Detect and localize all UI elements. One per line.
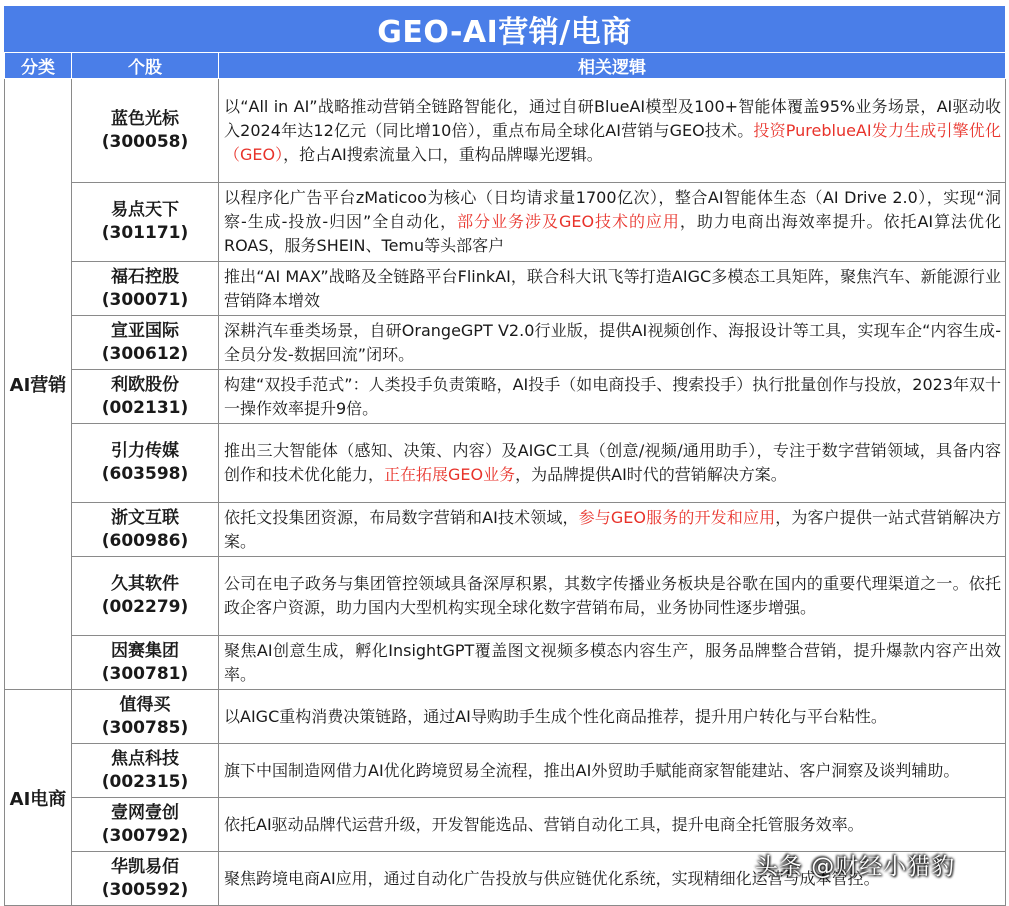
logic-text: ，助力电商出海效率提升。依托AI算法优化ROAS，服务SHEIN、Temu等头部客户 — [224, 212, 1001, 255]
stock-code: (002279) — [101, 597, 189, 617]
table-row — [5, 798, 1006, 852]
table-row — [5, 316, 1006, 370]
stock-code: (300592) — [101, 879, 189, 900]
logic-cell — [219, 798, 1006, 852]
stock-code: (300781) — [101, 663, 189, 684]
stock-cell — [72, 424, 219, 503]
logic-text: 推出三大智能体（感知、决策、内容）及AIGC工具（创意/视频/通用助手），专注于数字营销领域，具备内容创作和技术优化能力， — [224, 441, 1001, 484]
stock-code: (300612) — [101, 343, 189, 364]
header-logic: 相关逻辑 — [219, 53, 1006, 79]
stock-code: (300785) — [101, 717, 189, 738]
logic-cell — [219, 744, 1006, 798]
logic-text: 以“All in AI”战略推动营销全链路智能化，通过自研BlueAI模型及100+智能体覆盖95%业务场景，AI驱动收入2024年达12亿元（同比增10倍），重点布局全球化AI营销与GEO技术。 — [224, 96, 1001, 140]
stock-name: 浙文互联 — [111, 507, 179, 528]
logic-cell — [219, 690, 1006, 744]
header-row — [5, 53, 1006, 79]
logic-cell — [219, 557, 1006, 636]
table-row — [5, 557, 1006, 636]
table-row — [5, 744, 1006, 798]
logic-highlight: 投资PureblueAI发力生成引擎优化（GEO） — [224, 120, 1001, 164]
logic-text: ，为客户提供一站式营销解决方案。 — [224, 507, 1001, 551]
stock-name: 利欧股份 — [111, 374, 179, 395]
stock-cell — [72, 79, 219, 183]
table-row — [5, 690, 1006, 744]
stock-cell — [72, 744, 219, 798]
logic-highlight: 部分业务涉及GEO技术的应用 — [457, 212, 680, 231]
stock-code: (300058) — [101, 131, 189, 152]
stock-cell — [72, 852, 219, 906]
logic-text: 依托文投集团资源，布局数字营销和AI技术领域， — [224, 507, 579, 527]
logic-cell — [219, 316, 1006, 370]
logic-text: 旗下中国制造网借力AI优化跨境贸易全流程，推出AI外贸助手赋能商家智能建站、客户洞察及谈判辅助。 — [224, 760, 960, 780]
stock-cell — [72, 183, 219, 262]
header-stock: 个股 — [72, 53, 219, 79]
stock-name: 久其软件 — [111, 574, 179, 594]
stock-name: 易点天下 — [111, 200, 179, 220]
logic-text: ，为品牌提供AI时代的营销解决方案。 — [515, 465, 787, 484]
category-cell-ecommerce: AI电商 — [5, 690, 72, 906]
logic-text: 聚焦跨境电商AI应用，通过自动化广告投放与供应链优化系统，实现精细化运营与成本管控。 — [224, 868, 880, 888]
stock-table — [4, 52, 1006, 906]
logic-text: 以AIGC重构消费决策链路，通过AI导购助手生成个性化商品推荐，提升用户转化与平台粘性。 — [224, 706, 887, 726]
table-row — [5, 503, 1006, 557]
logic-text: 构建“双投手范式”：人类投手负责策略，AI投手（如电商投手、搜索投手）执行批量创作与投放，2023年双十一操作效率提升9倍。 — [224, 374, 1001, 418]
table-row — [5, 79, 1006, 183]
logic-cell — [219, 183, 1006, 262]
table-row — [5, 636, 1006, 690]
stock-cell — [72, 690, 219, 744]
stock-name: 蓝色光标 — [111, 108, 179, 129]
logic-text: 公司在电子政务与集团管控领域具备深厚积累，其数字传播业务板块是谷歌在国内的重要代理渠道之一。依托政企客户资源，助力国内大型机构实现全球化数字营销布局，业务协同性逐步增强。 — [224, 574, 1001, 617]
watermark: 头条 @财经小猎豹 — [755, 854, 956, 880]
stock-cell — [72, 316, 219, 370]
logic-highlight: 正在拓展GEO业务 — [384, 465, 516, 484]
stock-name: 壹网壹创 — [111, 802, 179, 823]
table-row — [5, 370, 1006, 424]
stock-cell — [72, 798, 219, 852]
logic-cell — [219, 370, 1006, 424]
logic-cell — [219, 424, 1006, 503]
stock-cell — [72, 370, 219, 424]
stock-code: (301171) — [101, 223, 189, 243]
table-row — [5, 424, 1006, 503]
table-title: GEO-AI营销/电商 — [4, 6, 1005, 52]
logic-cell — [219, 79, 1006, 183]
stock-name: 福石控股 — [111, 266, 179, 287]
stock-cell — [72, 557, 219, 636]
stock-code: (603598) — [101, 464, 189, 484]
logic-cell — [219, 636, 1006, 690]
logic-highlight: 参与GEO服务的开发和应用 — [578, 507, 776, 527]
stock-name: 值得买 — [119, 694, 171, 715]
logic-text: 以程序化广告平台zMaticoo为核心（日均请求量1700亿次），整合AI智能体生态（AI Drive 2.0），实现“洞察-生成-投放-归因”全自动化， — [224, 188, 1001, 231]
stock-code: (002315) — [101, 771, 189, 792]
stock-cell — [72, 636, 219, 690]
logic-text: 依托AI驱动品牌代运营升级，开发智能选品、营销自动化工具，提升电商全托管服务效率。 — [224, 814, 864, 834]
stock-cell — [72, 262, 219, 316]
logic-text: 推出“AI MAX”战略及全链路平台FlinkAI，联合科大讯飞等打造AIGC多模态工具矩阵，聚焦汽车、新能源行业营销降本增效 — [224, 266, 1001, 310]
logic-cell — [219, 503, 1006, 557]
stock-cell — [72, 503, 219, 557]
category-cell-marketing: AI营销 — [5, 79, 72, 690]
logic-text: 深耕汽车垂类场景，自研OrangeGPT V2.0行业版，提供AI视频创作、海报设计等工具，实现车企“内容生成-全员分发-数据回流”闭环。 — [224, 320, 1001, 364]
stock-code: (002131) — [101, 397, 189, 418]
logic-text: 聚焦AI创意生成，孵化InsightGPT覆盖图文视频多模态内容生产，服务品牌整合营销，提升爆款内容产出效率。 — [224, 640, 1001, 684]
table-row — [5, 183, 1006, 262]
logic-cell — [219, 262, 1006, 316]
stock-name: 宣亚国际 — [111, 320, 179, 341]
stock-code: (300792) — [101, 825, 189, 846]
stock-name: 华凯易佰 — [111, 856, 179, 877]
table-row — [5, 262, 1006, 316]
logic-text: ，抢占AI搜索流量入口，重构品牌曝光逻辑。 — [283, 144, 603, 164]
stock-name: 因赛集团 — [111, 640, 179, 661]
stock-name: 焦点科技 — [111, 748, 179, 769]
stock-name: 引力传媒 — [111, 441, 179, 461]
stock-code: (300071) — [101, 289, 189, 310]
stock-code: (600986) — [101, 530, 189, 551]
header-category: 分类 — [5, 53, 72, 79]
